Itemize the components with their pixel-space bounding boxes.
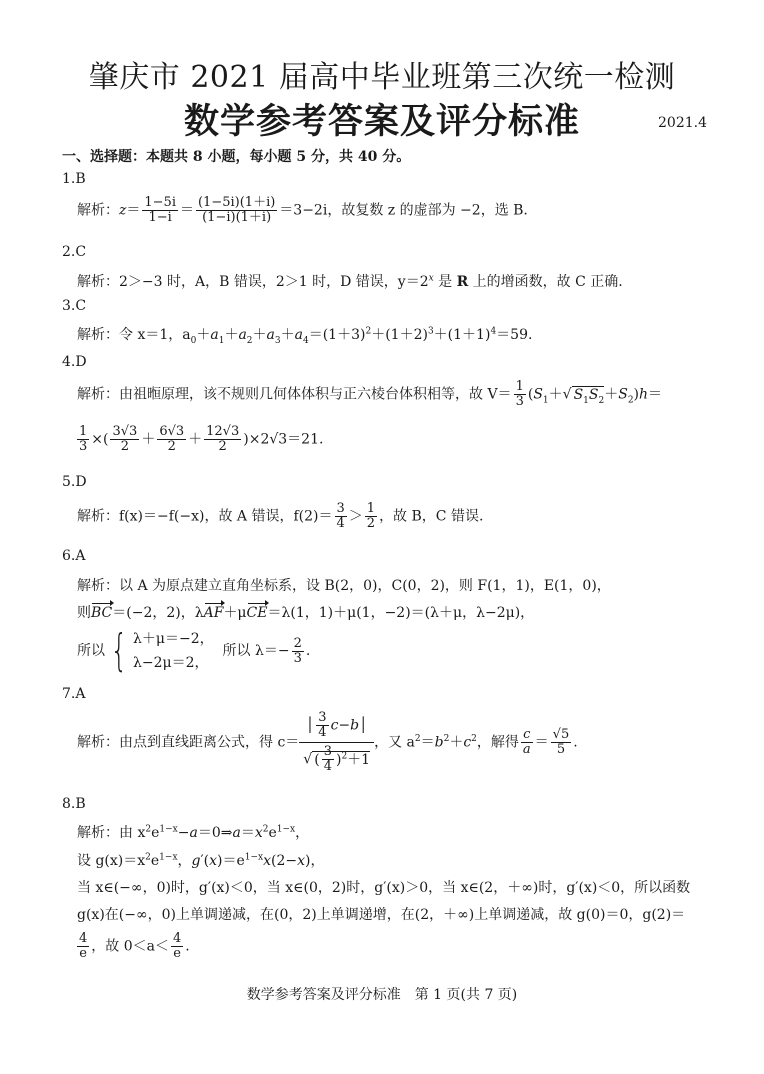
- section-heading: 一、选择题：本题共 8 小题，每小题 5 分，共 40 分。: [62, 149, 411, 165]
- answer-6: 6.A: [62, 548, 86, 564]
- document-title: 数学参考答案及评分标准: [183, 101, 580, 142]
- document-date: 2021.4: [658, 115, 707, 131]
- explanation-2: 解析：2＞−3 时，A，B 错误，2＞1 时，D 错误，$y=2^x$ 是 R 上的增函数，故 C 正确.: [77, 273, 623, 290]
- explanation-1: 解析：z＝ $\frac{1-5i}{1-i}$ ＝ $\frac{(1-5i)(1+i)}{(1-i)(1+i)}$ ＝3−2i，故复数 z 的虚部为 −2，选 B.: [77, 195, 528, 225]
- answer-3: 3.C: [62, 298, 87, 314]
- explanation-4-line2: $\frac{1}{3}$ ×( $\frac{3√3}{2}$ ＋ $\frac{6√3}{2}$ ＋ $\frac{12√3}{2}$ )×2√3＝21.: [79, 424, 324, 454]
- page-footer: 数学参考答案及评分标准 第 1 页(共 7 页): [246, 987, 518, 1003]
- explanation-6-line2: 则BC＝(−2，2)，λAF＋μCE＝λ(1，1)＋μ(1，−2)＝(λ＋μ，λ−2μ)，: [77, 605, 535, 621]
- explanation-8-line4: g(x)在(−∞，0)上单调递减，在(0，2)上单调递增，在(2，＋∞)上单调递减，故 g(0)＝0，g(2)＝: [77, 907, 686, 923]
- exam-title: 肇庆市 2021 届高中毕业班第三次统一检测: [88, 60, 676, 95]
- answer-8: 8.B: [62, 796, 86, 812]
- explanation-8-line1: 解析：由 $x^2e^{1-x}-a=0\Rightarrow a=x^2e^{1-x}$，: [77, 824, 310, 841]
- explanation-4-line1: 解析：由祖暅原理，该不规则几何体体积与正六棱台体积相等，故 V＝ $\frac{1}{3}$ ($S_1+√$ $S_1S_2+S_2)h=$: [77, 379, 663, 409]
- explanation-7: 解析：由点到直线距离公式，得 c＝ │ $\frac{3}{4}$ c−b│ √ ( $\frac{3}{4}$ )$^2$＋1 ，又 $a^2=b^2+c^2$，解得 $\frac{c}{a}$ ＝ $\frac{√5}{5}$ .: [77, 710, 578, 774]
- explanation-3: 解析：令 x＝1，$a_0+a_1+a_2+a_3+a_4=(1+3)^2+(1+2)^3+(1+1)^4=59$.: [77, 326, 533, 346]
- explanation-6-line3: 所以 { λ＋μ＝−2， λ−2μ＝2， 所以 λ＝− $\frac{2}{3}$ .: [77, 625, 311, 676]
- answer-1: 1.B: [62, 171, 86, 187]
- explanation-6-line1: 解析：以 A 为原点建立直角坐标系，设 B(2，0)，C(0，2)，则 F(1，1)，E(1，0)，: [77, 578, 611, 594]
- answer-5: 5.D: [62, 474, 87, 490]
- answer-2: 2.C: [62, 244, 87, 260]
- explanation-8-line5: $\frac{4}{e}$ ，故 0＜a＜ $\frac{4}{e}$ .: [79, 931, 190, 961]
- answer-4: 4.D: [62, 354, 87, 370]
- explanation-8-line3: 当 x∈(−∞，0)时，g′(x)＜0，当 x∈(0，2)时，g′(x)＞0，当 x∈(2，＋∞)时，g′(x)＜0，所以函数: [77, 880, 691, 896]
- explanation-5: 解析：f(x)＝−f(−x)，故 A 错误，f(2)＝ $\frac{3}{4}$ ＞ $\frac{1}{2}$ ，故 B，C 错误.: [77, 501, 484, 531]
- explanation-8-line2: 设 $g(x)=x^2e^{1-x}$，$g'(x)=e^{1-x}x(2-x)$，: [77, 852, 325, 869]
- answer-7: 7.A: [62, 686, 86, 702]
